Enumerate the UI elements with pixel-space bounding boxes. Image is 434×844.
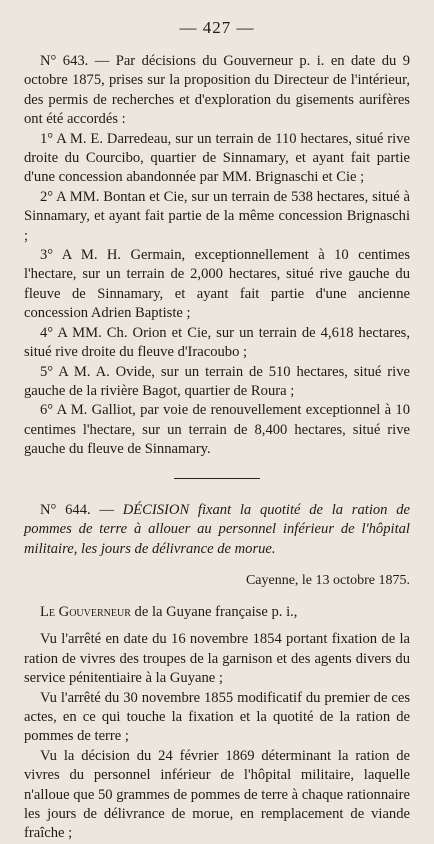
governor-caps: Le Gouverneur bbox=[40, 603, 131, 620]
item-644-number: N° 644. — bbox=[40, 501, 114, 518]
governor-rest: de la Guyane française p. i., bbox=[130, 603, 298, 620]
item-643-entry-1: 1° A M. E. Darredeau, sur un terrain de 110 hectares, situé rive droite du Courcibo, quartier de Sinnamary, et ayant fait partie d'une concession abandonnée par MM. Brignaschi et Cie ; bbox=[24, 130, 410, 186]
item-644-heading bbox=[24, 501, 410, 559]
considerant-3: Vu la décision du 24 février 1869 déterminant la ration de vivres du personnel inférieur de l'hôpital militaire, laquelle n'alloue que 50 grammes de pommes de terre à chaque rationnaire les jours de délivrance de morue, en remplacement de viande fraîche ; bbox=[24, 747, 410, 842]
item-643-entry-4: 4° A MM. Ch. Orion et Cie, sur un terrain de 4,618 hectares, situé rive droite du fleuve d'Iracoubo ; bbox=[24, 324, 410, 361]
item-644-title: DÉCISION fixant la quotité de la ration de pommes de terre à allouer au personnel inférieur de l'hôpital militaire, les jours de délivrance de morue. bbox=[24, 501, 410, 557]
item-643-entry-6: 6° A M. Galliot, par voie de renouvellement exceptionnel à 10 centimes l'hectare, sur un terrain de 8,400 hectares, situé rive gauche du fleuve de Sinnamary. bbox=[24, 402, 410, 458]
page-number: — 427 — bbox=[179, 18, 255, 37]
item-643-entry-3: 3° A M. H. Germain, exceptionnellement à 10 centimes l'hectare, sur un terrain de 2,000 hectares, situé rive gauche du fleuve de Sinnamary, et ayant fait partie d'une ancienne concession Adrien Baptiste ; bbox=[24, 247, 410, 322]
governor-line bbox=[24, 603, 410, 622]
item-643-entry-5: 5° A M. A. Ovide, sur un terrain de 510 hectares, situé rive gauche de la rivière Bagot, quartier de Roura ; bbox=[24, 363, 410, 399]
considerant-1: Vu l'arrêté en date du 16 novembre 1854 portant fixation de la ration de vivres des troupes de la garnison et des agents divers du service pénitentiaire à la Guyane ; bbox=[24, 631, 410, 687]
considerant-2: Vu l'arrêté du 30 novembre 1855 modificatif du premier de ces actes, en ce qui touche la fixation et la quotité de la ration de pommes de terre ; bbox=[24, 689, 410, 745]
item-643-lead: N° 643. — Par décisions du Gouverneur p. i. en date du 9 octobre 1875, prises sur la proposition du Directeur de l'intérieur, des permis de recherches et d'exploration du gisements aurifères ont été accordés : bbox=[24, 53, 410, 128]
date-line: Cayenne, le 13 octobre 1875. bbox=[245, 572, 410, 588]
section-divider bbox=[174, 478, 260, 479]
item-643-entry-2: 2° A MM. Bontan et Cie, sur un terrain de 538 hectares, situé à Sinnamary, et ayant fait partie de la même concession Brignaschi ; bbox=[24, 188, 410, 244]
